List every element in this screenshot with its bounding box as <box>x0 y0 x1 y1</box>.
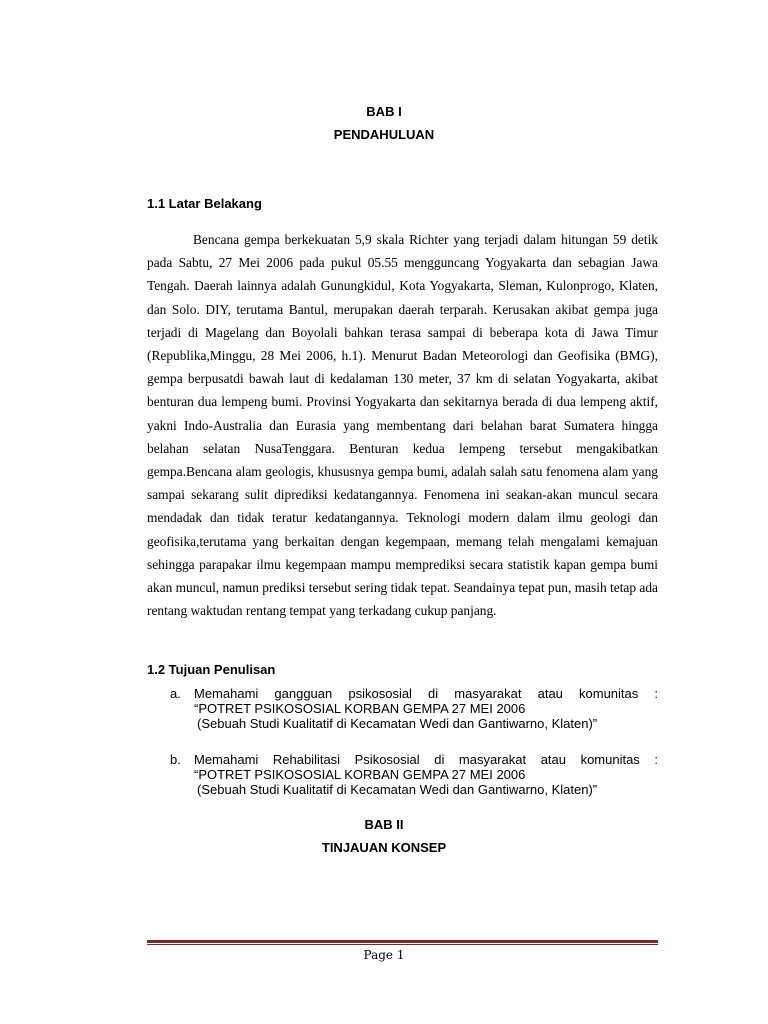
list-item-subtitle: (Sebuah Studi Kualitatif di Kecamatan Wedi dan Gantiwarno, Klaten)” <box>197 716 598 731</box>
body-paragraph: Bencana gempa berkekuatan 5,9 skala Richter yang terjadi dalam hitungan 59 detik pada Sabtu, 27 Mei 2006 pada pukul 05.55 mengguncang Yogyakarta dan sebagian Jawa Tengah. Daerah lainnya adalah Gunungkidul, Kota Yogyakarta, Sleman, Kulonprogo, Klaten, dan Solo. DIY, terutama Bantul, merupakan daerah terparah. Kerusakan akibat gempa juga terjadi di Magelang dan Boyolali bahkan terasa sampai di beberapa kota di Jawa Timur (Republika,Minggu, 28 Mei 2006, h.1). Menurut Badan Meteorologi dan Geofisika (BMG), gempa berpusatdi bawah laut di kedalaman 130 meter, 37 km di selatan Yogyakarta, akibat benturan dua lempeng bumi. Provinsi Yogyakarta dan sekitarnya berada di dua lempeng aktif, yakni Indo-Australia dan Eurasia yang membentang dari belahan barat Sumatera hingga belahan selatan NusaTenggara. Benturan kedua lempeng tersebut mengakibatkan gempa.Bencana alam geologis, khususnya gempa bumi, adalah salah satu fenomena alam yang sampai sekarang sulit diprediksi kedatangannya. Fenomena ini seakan-akan muncul secara mendadak dan tidak teratur kedatangannya. Teknologi modern dalam ilmu geologi dan geofisika,terutama yang berkaitan dengan kegempaan, memang telah mengalami kemajuan sehingga parapakar ilmu kegempaan mampu memprediksi secara statistik kapan gempa bumi akan muncul, namun prediksi tersebut sering tidak tepat. Seandainya tepat pun, masih tetap ada rentang waktudan rentang tempat yang terkadang cukup panjang. <box>147 232 658 619</box>
page-number: Page 1 <box>363 948 405 962</box>
list-item <box>170 752 658 797</box>
list-marker: a. <box>170 686 181 701</box>
list-item-title: “POTRET PSIKOSOSIAL KORBAN GEMPA 27 MEI 2006 <box>194 701 526 716</box>
list-item-line: Memahami gangguan psikososial di masyarakat atau komunitas : <box>194 686 658 701</box>
list-item-subtitle: (Sebuah Studi Kualitatif di Kecamatan Wedi dan Gantiwarno, Klaten)” <box>197 782 598 797</box>
objective-list <box>170 752 658 797</box>
list-item-line: Memahami Rehabilitasi Psikososial di masyarakat atau komunitas : <box>194 752 658 767</box>
section-heading-latar-belakang: 1.1 Latar Belakang <box>147 196 262 211</box>
chapter-subtitle: PENDAHULUAN <box>333 127 435 142</box>
chapter-title: BAB I <box>366 104 402 119</box>
list-marker: b. <box>170 752 181 767</box>
objective-list <box>170 686 658 731</box>
section-heading-tujuan-penulisan: 1.2 Tujuan Penulisan <box>147 662 276 677</box>
list-item <box>170 686 658 731</box>
footer-divider <box>147 940 658 945</box>
chapter-subtitle: TINJAUAN KONSEP <box>321 840 447 855</box>
chapter-title: BAB II <box>364 817 404 832</box>
list-item-title: “POTRET PSIKOSOSIAL KORBAN GEMPA 27 MEI 2006 <box>194 767 526 782</box>
